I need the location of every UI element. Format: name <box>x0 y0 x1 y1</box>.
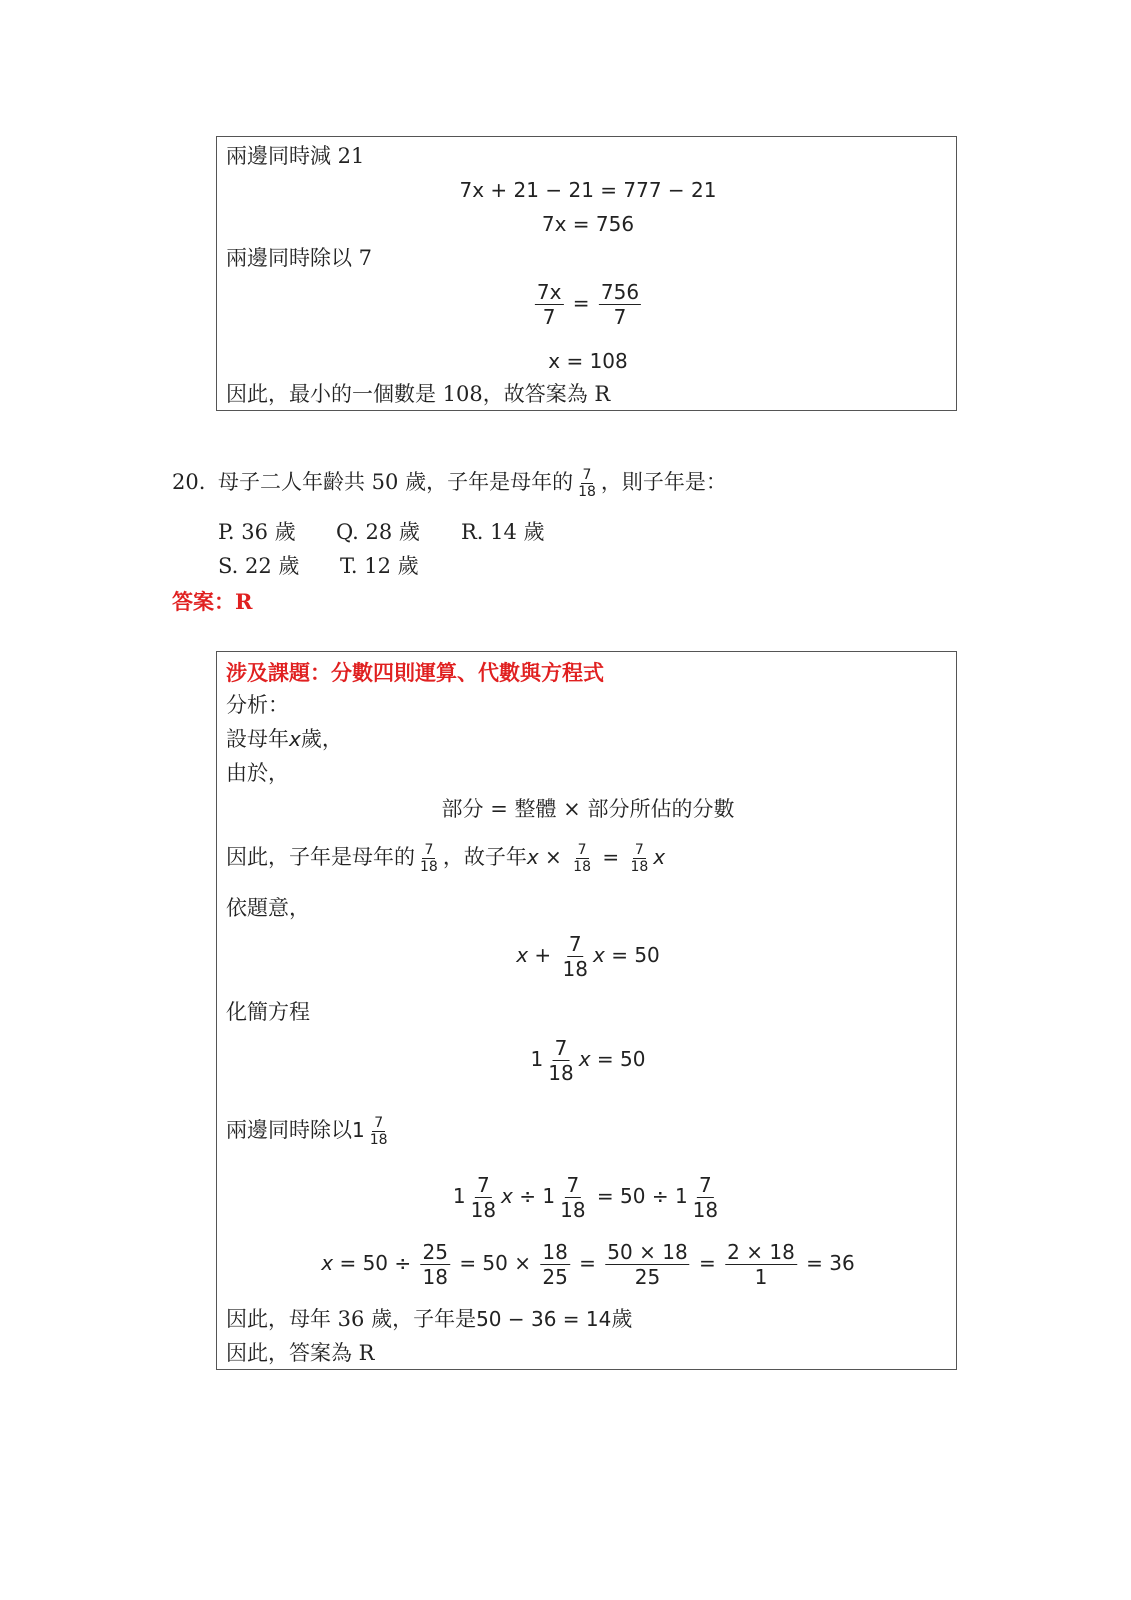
simplify-label: 化簡方程 <box>226 1000 310 1024</box>
equation-result: x = 108 <box>548 349 628 373</box>
option-t: T. 12 歲 <box>340 554 419 578</box>
according-label: 依題意， <box>226 896 310 920</box>
therefore-line: 因此，子年是母年的 $\frac{7}{18}$ ，故子年x × $\frac{7}{18}$ = $\frac{7}{18}$ x <box>226 842 666 875</box>
final-answer: 因此，答案為 R <box>226 1341 375 1365</box>
equation-2: 7x = 756 <box>541 212 635 236</box>
since-label: 由於， <box>226 761 289 785</box>
option-s: S. 22 歲 <box>218 554 300 578</box>
option-q: Q. 28 歲 <box>336 520 420 544</box>
formula-text: 部分 = 整體 × 部分所佔的分數 <box>441 797 735 821</box>
subtract-label: 兩邊同時減 21 <box>226 144 365 168</box>
let-statement: 設母年x歲， <box>226 727 343 751</box>
equation-divide: 1 $\frac{7}{18}$ x ÷ 1 $\frac{7}{18}$ = 50 ÷ 1 $\frac{7}{18}$ <box>452 1173 719 1222</box>
divide-both-line: 兩邊同時除以1 $\frac{7}{18}$ <box>226 1115 388 1148</box>
fraction-left: $\frac{7x}{7}$ <box>536 280 562 329</box>
fraction-right: $\frac{756}{7}$ <box>600 280 640 329</box>
option-r: R. 14 歲 <box>461 520 545 544</box>
option-p: P. 36 歲 <box>218 520 296 544</box>
equation-1: 7x + 21 − 21 = 777 − 21 <box>459 178 717 202</box>
answer-label: 答案：R <box>172 589 253 614</box>
equation-simplified: 1 $\frac{7}{18}$ x = 50 <box>530 1036 646 1085</box>
conclusion-text: 因此，最小的一個數是 108，故答案為 R <box>226 382 611 406</box>
topic-heading: 涉及課題：分數四則運算、代數與方程式 <box>226 660 604 685</box>
equation-solve: x = 50 ÷ $\frac{25}{18}$ = 50 × $\frac{18}{25}$ = $\frac{50 \times 18}{25}$ = $\frac{2 \times 18}{1}$ = 36 <box>321 1240 855 1289</box>
question-text: 母子二人年齡共 50 歲，子年是母年的 $\frac{7}{18}$ ，則子年是： <box>218 467 727 500</box>
final-line: 因此，母年 36 歲，子年是50 − 36 = 14歲 <box>226 1307 633 1331</box>
question-number: 20. <box>172 470 206 494</box>
question-fraction: $\frac{7}{18}$ <box>578 467 596 500</box>
divide-label: 兩邊同時除以 7 <box>226 246 373 270</box>
equation-sum: x + $\frac{7}{18}$ x = 50 <box>516 932 660 981</box>
analysis-label: 分析： <box>226 693 289 717</box>
fraction-equation: $\frac{7x}{7}$ = $\frac{756}{7}$ <box>536 280 640 329</box>
